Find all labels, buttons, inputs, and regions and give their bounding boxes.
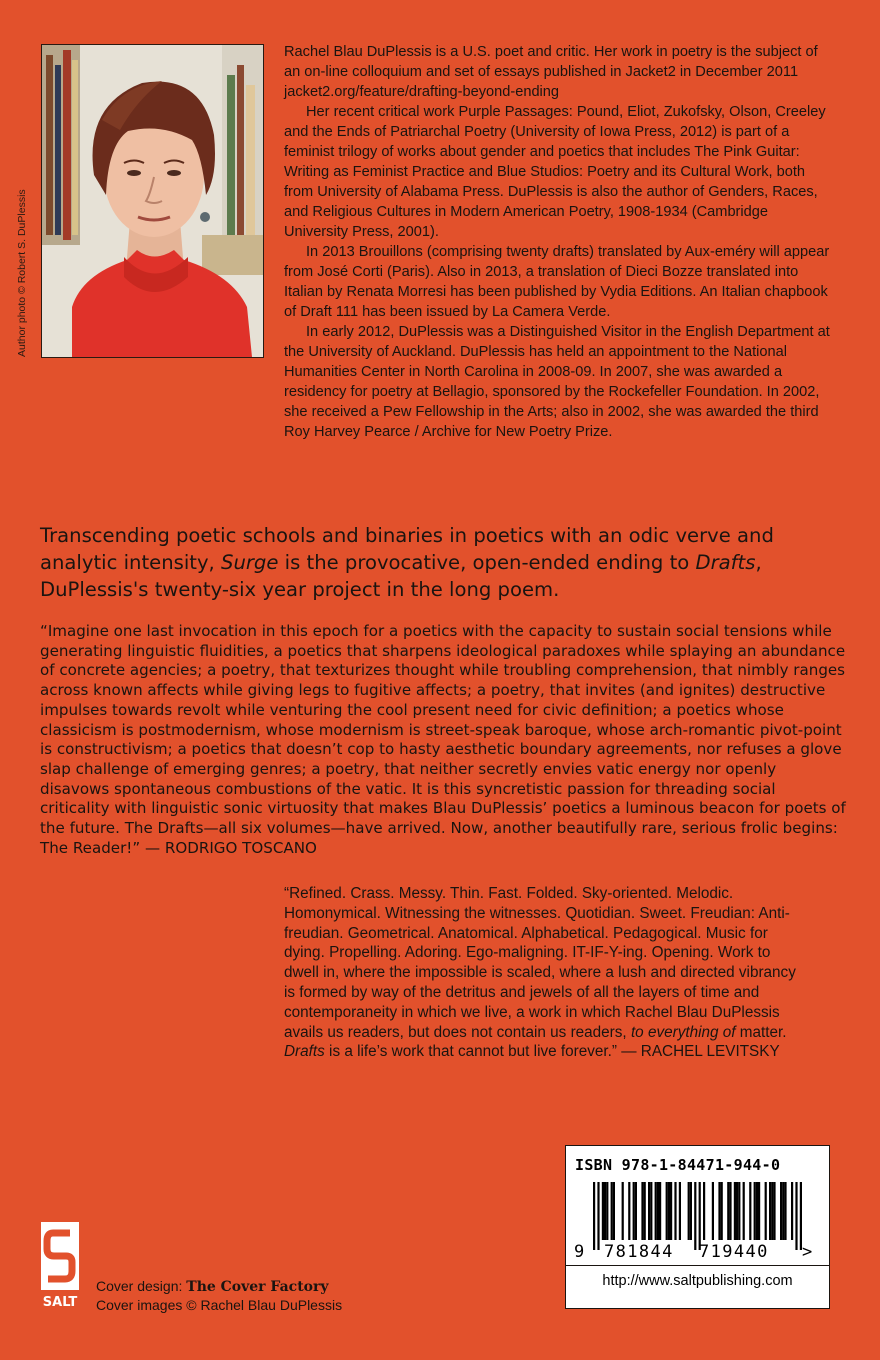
barcode-bar — [795, 1182, 797, 1250]
cover-credits — [96, 1277, 496, 1314]
barcode-bar — [782, 1182, 784, 1240]
barcode-bar — [800, 1182, 802, 1250]
cover-images-credit: Cover images © Rachel Blau DuPlessis — [96, 1297, 343, 1313]
blurb-text: “Refined. Crass. Messy. Thin. Fast. Folded. Sky-oriented. Melodic. Homonymical. Witnessing the witnesses. Quotidian. Sweet. Freudian: Anti-freudian. Geometrical. Anatomical. Alphabetical. Pedagogical. Music for dying. Propelling. Adoring. Ego-maligning. IT-IF-Y-ing. Opening. Work to dwell in, where the impossible is scaled, where a lush and directed vibrancy is formed by way of the detritus and jewels of all the layers of time and contemporaneity in which we live, a work in which Rachel Blau DuPlessis avails us readers, but does not contain us readers, — [284, 885, 796, 1041]
barcode-bar — [593, 1182, 595, 1250]
barcode-bar — [769, 1182, 771, 1240]
barcode-bar — [729, 1182, 731, 1240]
tagline-title-drafts: Drafts — [695, 551, 756, 574]
barcode-bar — [604, 1182, 606, 1240]
bio-paragraph: In 2013 Brouillons (comprising twenty drafts) translated by Aux-eméry will appear from José Corti (Paris). Also in 2013, a translation of Dieci Bozze translated into Italian by Renata Morresi has been published by Vydia Editions. An Italian chapbook of Draft 111 has been issued by La Camera Verde. — [284, 244, 830, 320]
blurb-attribution: — RACHEL LEVITSKY — [617, 1043, 780, 1061]
blurb-text: is a life’s work that cannot but live forever.” — [324, 1043, 617, 1061]
barcode-bar — [668, 1182, 670, 1240]
barcode-bar — [650, 1182, 652, 1240]
barcode-bar — [635, 1182, 637, 1240]
barcode-bar — [758, 1182, 760, 1240]
tagline-title-surge: Surge — [221, 551, 279, 574]
cover-design-label: Cover design: — [96, 1278, 187, 1294]
barcode-bar — [784, 1182, 786, 1240]
barcode-bar — [780, 1182, 782, 1240]
barcode-bar — [641, 1182, 643, 1240]
barcode-bar — [657, 1182, 659, 1240]
barcode-bar — [771, 1182, 773, 1240]
barcode-bar — [703, 1182, 705, 1240]
barcode-bar — [721, 1182, 723, 1240]
blurb-italic: to everything of — [630, 1023, 736, 1041]
salt-logo-text: SALT — [42, 1295, 78, 1310]
barcode-bar — [743, 1182, 745, 1240]
barcode-bar — [734, 1182, 736, 1240]
barcode-bar — [694, 1182, 696, 1250]
blurb-levitsky — [284, 884, 804, 1062]
barcode-bar — [765, 1182, 767, 1240]
barcode-box — [565, 1145, 830, 1309]
barcode-bar — [606, 1182, 608, 1240]
blurb-italic-drafts: Drafts — [284, 1043, 325, 1061]
author-bio — [284, 42, 832, 442]
barcode-bar — [738, 1182, 740, 1240]
blurb-toscano — [40, 622, 848, 858]
cover-design-name: The Cover Factory — [186, 1279, 329, 1295]
barcode-bar — [791, 1182, 793, 1240]
tagline-text: , DuPlessis's twenty-six year project in the long poem. — [40, 551, 762, 601]
barcode-bar — [602, 1182, 604, 1240]
barcode-bar — [648, 1182, 650, 1240]
bio-paragraph: In early 2012, DuPlessis was a Distinguished Visitor in the English Department at the University of Auckland. DuPlessis has held an appointment to the National Humanities Center in North Carolina in 2008-09. In 2007, she was awarded a residency for poetry at Bellagio, sponsored by the Rockefeller Foundation. In 2002, she received a Pew Fellowship in the Arts; also in 2002, she was awarded the third Roy Harvey Pearce / Archive for New Poetry Prize. — [284, 324, 830, 440]
barcode-bar — [611, 1182, 613, 1240]
barcode-bar — [736, 1182, 738, 1240]
barcode-bar — [754, 1182, 756, 1240]
barcode-bar — [773, 1182, 775, 1240]
barcode-bar — [718, 1182, 720, 1240]
barcode-bar — [644, 1182, 646, 1240]
barcode-digit-first: 9 — [574, 1242, 585, 1262]
barcode-bar — [727, 1182, 729, 1240]
barcode-bar — [688, 1182, 690, 1240]
tagline-text: is the provocative, open-ended ending to — [278, 551, 696, 574]
bio-paragraph: Her recent critical work Purple Passages: Pound, Eliot, Zukofsky, Olson, Creeley and the Ends of Patriarchal Poetry (University of Iowa Press, 2012) is part of a feminist trilogy of works about gender and poetics that includes The Pink Guitar: Writing as Feminist Practice and Blue Studios: Poetry and its Cultural Work, both from University of Alabama Press. DuPlessis is also the author of Genders, Races, and Religious Cultures in Modern American Poetry, 1908-1934 (Cambridge University Press, 2001). — [284, 104, 826, 240]
barcode-bar — [749, 1182, 751, 1240]
blurb-attribution: — RODRIGO TOSCANO — [140, 838, 317, 857]
barcode-bar — [712, 1182, 714, 1240]
barcode-digits-right: 719440 — [699, 1242, 769, 1262]
barcode-bar — [597, 1182, 599, 1250]
tagline-text: Transcending poetic schools and binaries in poetics with an odic verve and analytic intensity, — [40, 524, 774, 574]
barcode-bar — [659, 1182, 661, 1240]
barcode-bar — [613, 1182, 615, 1240]
barcode-bar — [622, 1182, 624, 1240]
salt-logo — [41, 1222, 79, 1310]
barcode-bar — [655, 1182, 657, 1240]
publisher-url[interactable]: http://www.saltpublishing.com — [602, 1273, 793, 1289]
isbn-label: ISBN 978-1-84471-944-0 — [575, 1156, 781, 1174]
barcode-bar — [633, 1182, 635, 1240]
barcode-bar — [666, 1182, 668, 1240]
blurb-text: matter. — [735, 1023, 787, 1041]
barcode-bar — [674, 1182, 676, 1240]
barcode-bar — [756, 1182, 758, 1240]
author-photo — [41, 44, 264, 358]
barcode-digits-left: 781844 — [604, 1242, 674, 1262]
barcode-bar — [670, 1182, 672, 1240]
barcode-bar — [679, 1182, 681, 1240]
barcode-bar — [690, 1182, 692, 1240]
book-tagline — [40, 522, 840, 603]
salt-s-logo-icon — [41, 1222, 79, 1310]
author-portrait-illustration — [42, 45, 263, 357]
blurb-text: “Imagine one last invocation in this epoch for a poetics with the capacity to sustain social tensions while generating linguistic fluidities, a poetics that sharpens ideological paradoxes while splaying an abundance of concrete agencies; a poetry, that texturizes thought while troubling comprehension, that nimbly ranges across known affects while giving legs to fugitive affects; a poetry, that invites (and ignites) destructive impulses towards revolt while venturing the cool present need for civic definition; a poetics whose classicism is postmodernism, whose modernism is street-speak baroque, whose arch-romantic pivot-point is constructivism; a poetics that doesn’t cop to hasty aesthetic boundary agreements, nor refuses a glove slap challenge of emerging genres; a poetry, that neither secretly envies vatic energy nor openly disavows spontaneous combustions of the vatic. It is this syncretistic passion for threading social criticality with linguistic sonic virtuosity that makes Blau DuPlessis’ poetics a luminous beacon for poets of the future. The Drafts—all six volumes—have arrived. Now, another beautifully rare, serious frolic begins: The Reader!” — [40, 622, 846, 857]
photo-credit: Author photo © Robert S. DuPlessis — [16, 189, 28, 357]
barcode-bar — [628, 1182, 630, 1240]
barcode-divider — [566, 1265, 829, 1266]
cover-design-credit — [96, 1277, 496, 1296]
barcode-arrow: > — [802, 1242, 813, 1262]
bio-paragraph: Rachel Blau DuPlessis is a U.S. poet and critic. Her work in poetry is the subject of an on-line colloquium and set of essays published in Jacket2 in December 2011 jacket2.org/feature/drafting-beyond-ending — [284, 44, 818, 100]
barcode-bar — [699, 1182, 701, 1250]
